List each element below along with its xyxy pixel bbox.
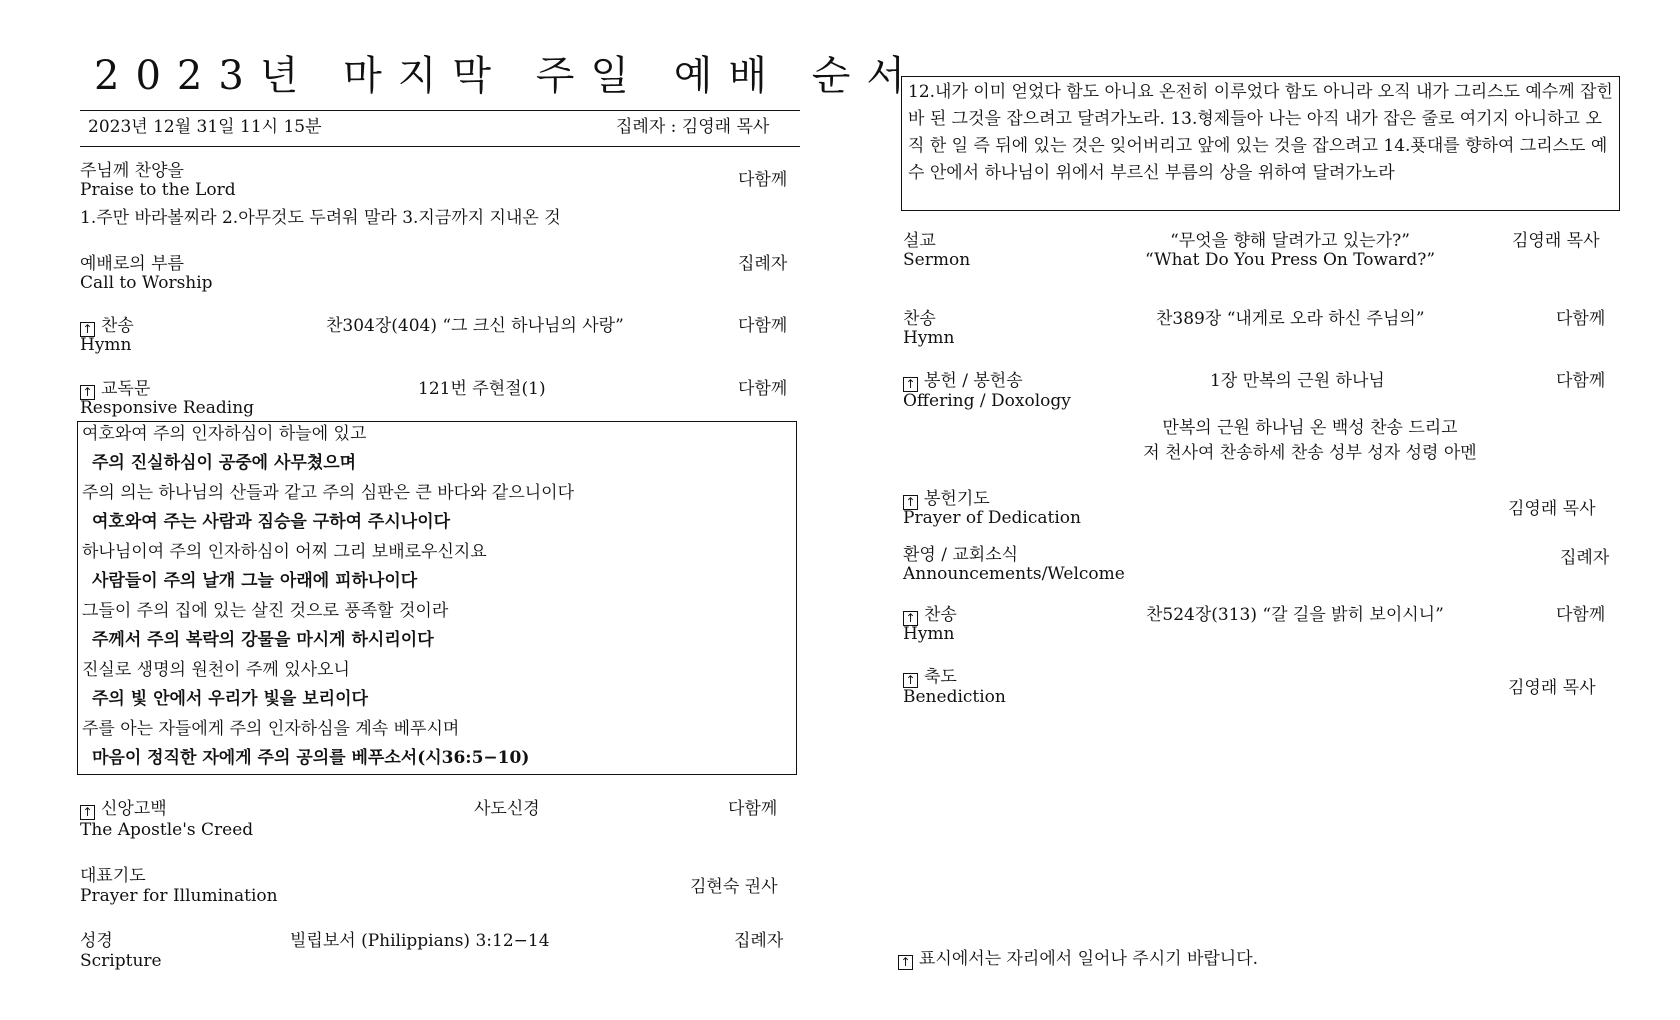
stand-icon: ↑ bbox=[80, 385, 95, 400]
item-offering-en: Offering / Doxology bbox=[903, 391, 1071, 411]
presider: 집례자 : 김영래 목사 bbox=[616, 117, 770, 137]
reading-line: 여호와여 주는 사람과 짐승을 구하여 주시나이다 bbox=[92, 512, 451, 532]
item-offering-detail: 1장 만복의 근원 하나님 bbox=[1210, 371, 1385, 391]
reading-line: 여호와여 주의 인자하심이 하늘에 있고 bbox=[82, 424, 367, 444]
item-offering-ko: ↑ 봉헌 / 봉헌송 bbox=[903, 372, 1023, 392]
doxology-line: 만복의 근원 하나님 온 백성 찬송 드리고 bbox=[1162, 418, 1458, 438]
stand-icon: ↑ bbox=[903, 673, 918, 688]
scripture-text: 12.내가 이미 얻었다 함도 아니요 온전히 이루었다 함도 아니라 오직 내가 그리스도 예수께 잡힌 바 된 그것을 잡으려고 달려가노라. 13.형제들아 나는 아직 내가 잡은 줄로 여기지 아니하고 오직 한 일 즉 뒤에 있는 것은 잊어버리고 앞에 있는 것을 잡으려고 14.푯대를 향하여 그리스도 예수 안에서 하나님이 위에서 부르신 부름의 상을 위하여 달려가노라 bbox=[908, 82, 1613, 183]
stand-icon: ↑ bbox=[80, 805, 95, 820]
header-rule-bottom bbox=[80, 146, 800, 147]
item-hymn2-ko: 찬송 bbox=[903, 309, 936, 329]
item-scripture-leader: 집례자 bbox=[734, 931, 784, 951]
item-reading-detail: 121번 주현절(1) bbox=[418, 379, 546, 399]
item-reading-ko: ↑ 교독문 bbox=[80, 380, 150, 400]
item-prayer-leader: 김현숙 권사 bbox=[690, 877, 778, 897]
sermon-title-ko: “무엇을 향해 달려가고 있는가?” bbox=[1170, 231, 1410, 251]
item-praise-leader: 다함께 bbox=[738, 170, 788, 190]
service-date: 2023년 12월 31일 11시 15분 bbox=[88, 117, 322, 137]
item-sermon-en: Sermon bbox=[903, 250, 971, 270]
item-praise-en: Praise to the Lord bbox=[80, 180, 236, 200]
item-creed-en: The Apostle's Creed bbox=[80, 820, 254, 840]
item-prayer-ko: 대표기도 bbox=[80, 866, 146, 886]
header-rule-top bbox=[80, 110, 800, 111]
reading-line: 주의 의는 하나님의 산들과 같고 주의 심판은 큰 바다와 같으니이다 bbox=[82, 483, 575, 503]
item-scripture-ko: 성경 bbox=[80, 931, 113, 951]
item-dedication-ko: ↑ 봉헌기도 bbox=[903, 490, 990, 510]
item-benediction-en: Benediction bbox=[903, 687, 1006, 707]
item-sermon-leader: 김영래 목사 bbox=[1512, 231, 1600, 251]
item-scripture-detail: 빌립보서 (Philippians) 3:12−14 bbox=[290, 931, 550, 951]
reading-line: 그들이 주의 집에 있는 살진 것으로 풍족할 것이라 bbox=[82, 601, 449, 621]
stand-icon: ↑ bbox=[903, 377, 918, 392]
item-hymn3-leader: 다함께 bbox=[1556, 605, 1606, 625]
item-prayer-en: Prayer for Illumination bbox=[80, 886, 278, 906]
item-creed-ko: ↑ 신앙고백 bbox=[80, 800, 167, 820]
reading-line: 마음이 정직한 자에게 주의 공의를 베푸소서(시36:5−10) bbox=[92, 748, 530, 768]
stand-icon: ↑ bbox=[80, 322, 95, 337]
item-scripture-en: Scripture bbox=[80, 951, 162, 971]
item-call-en: Call to Worship bbox=[80, 273, 213, 293]
item-hymn2-leader: 다함께 bbox=[1556, 309, 1606, 329]
item-hymn1-detail: 찬304장(404) “그 크신 하나님의 사랑” bbox=[326, 316, 624, 336]
item-praise-songs: 1.주만 바라볼찌라 2.아무것도 두려워 말라 3.지금까지 지내온 것 bbox=[80, 208, 561, 228]
reading-line: 주의 빛 안에서 우리가 빛을 보리이다 bbox=[92, 689, 368, 709]
item-reading-en: Responsive Reading bbox=[80, 398, 255, 418]
item-offering-leader: 다함께 bbox=[1556, 371, 1606, 391]
item-hymn3-en: Hymn bbox=[903, 624, 955, 644]
item-praise-ko: 주님께 찬양을 bbox=[80, 161, 184, 181]
item-hymn1-leader: 다함께 bbox=[738, 316, 788, 336]
item-creed-leader: 다함께 bbox=[728, 799, 778, 819]
item-hymn3-detail: 찬524장(313) “갈 길을 밝히 보이시니” bbox=[1146, 605, 1444, 625]
item-sermon-ko: 설교 bbox=[903, 231, 936, 251]
item-call-ko: 예배로의 부름 bbox=[80, 254, 184, 274]
reading-line: 주께서 주의 복락의 강물을 마시게 하시리이다 bbox=[92, 630, 434, 650]
stand-icon: ↑ bbox=[903, 495, 918, 510]
item-announcements-leader: 집례자 bbox=[1560, 548, 1610, 568]
stand-icon: ↑ bbox=[903, 611, 918, 626]
item-dedication-leader: 김영래 목사 bbox=[1508, 499, 1596, 519]
item-announcements-ko: 환영 / 교회소식 bbox=[903, 545, 1019, 565]
item-call-leader: 집례자 bbox=[738, 254, 788, 274]
reading-line: 주의 진실하심이 공중에 사무쳤으며 bbox=[92, 453, 357, 473]
item-announcements-en: Announcements/Welcome bbox=[903, 564, 1125, 584]
page-title: 2023년 마지막 주일 예배 순서 bbox=[94, 53, 922, 99]
scripture-text-box bbox=[901, 76, 1620, 211]
reading-line: 하나님이여 주의 인자하심이 어찌 그리 보배로우신지요 bbox=[82, 542, 487, 562]
reading-line: 사람들이 주의 날개 그늘 아래에 피하나이다 bbox=[92, 571, 418, 591]
responsive-reading-box bbox=[77, 421, 797, 775]
item-hymn1-en: Hymn bbox=[80, 335, 132, 355]
sermon-title-en: “What Do You Press On Toward?” bbox=[1144, 250, 1436, 270]
item-reading-leader: 다함께 bbox=[738, 379, 788, 399]
doxology-line: 저 천사여 찬송하세 찬송 성부 성자 성령 아멘 bbox=[1143, 443, 1477, 463]
item-benediction-ko: ↑ 축도 bbox=[903, 668, 957, 688]
item-hymn3-ko: ↑ 찬송 bbox=[903, 606, 957, 626]
item-creed-detail: 사도신경 bbox=[474, 799, 540, 819]
footer-note: ↑ 표시에서는 자리에서 일어나 주시기 바랍니다. bbox=[898, 950, 1258, 970]
item-benediction-leader: 김영래 목사 bbox=[1508, 678, 1596, 698]
item-hymn2-en: Hymn bbox=[903, 328, 955, 348]
item-dedication-en: Prayer of Dedication bbox=[903, 508, 1081, 528]
reading-line: 주를 아는 자들에게 주의 인자하심을 계속 베푸시며 bbox=[82, 719, 460, 739]
item-hymn1-ko: ↑ 찬송 bbox=[80, 317, 134, 337]
item-hymn2-detail: 찬389장 “내게로 오라 하신 주님의” bbox=[1156, 309, 1425, 329]
stand-icon: ↑ bbox=[898, 955, 913, 970]
reading-line: 진실로 생명의 원천이 주께 있사오니 bbox=[82, 660, 350, 680]
